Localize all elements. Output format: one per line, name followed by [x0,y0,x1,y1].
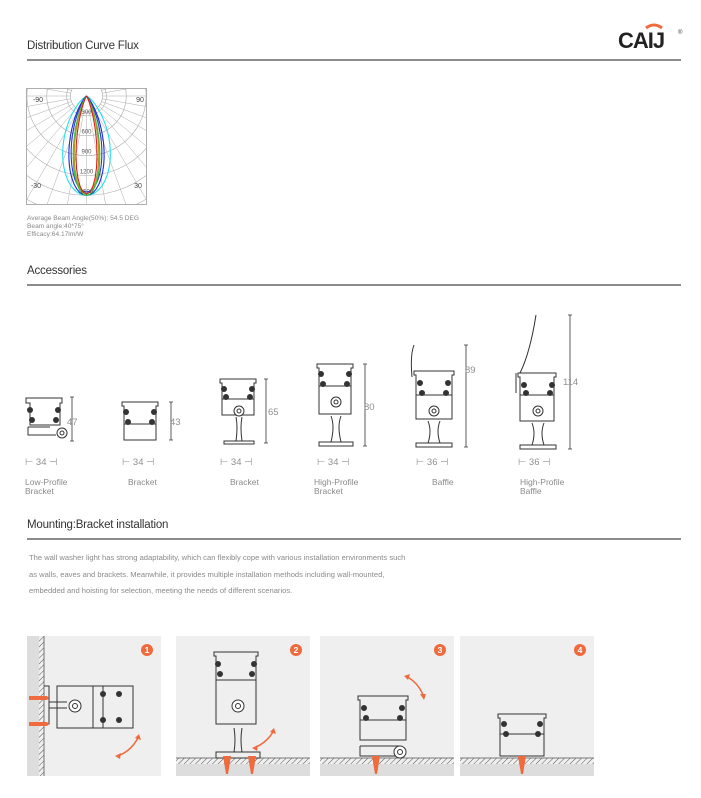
section-title-accessories: Accessories [27,265,87,277]
accessory-width-dim: ⊢ 34 ⊣ [122,457,155,468]
brand-logo [616,20,686,56]
accessory-height-dim: 89 [465,365,476,376]
step-badge-3: 3 [434,644,446,656]
radial-tick-label: 1200 [79,169,94,176]
radial-tick-label: 900 [81,149,92,156]
width-value: 36 [528,457,540,468]
low-profile-mount-illustration [320,636,454,776]
surface-mount-illustration [460,636,594,776]
accessory-width-dim: ⊢ 36 ⊣ [416,457,449,468]
width-value: 34 [35,457,47,468]
section-rule [27,59,681,61]
accessory-width-dim: ⊢ 34 ⊣ [25,457,58,468]
step-badge-1: 1 [141,644,153,656]
accessory-label: High-Profile Bracket [314,477,359,496]
mounting-step-panel-1 [27,636,161,776]
radial-tick-label: 1500 [79,189,94,196]
angle-label: -30 [30,183,42,190]
accessory-label: Bracket [230,477,259,487]
width-value: 34 [132,457,144,468]
svg-text:®: ® [678,30,683,36]
beam-caption-1: Beam angle:40*75° [27,223,84,230]
radial-tick-label: 600 [81,129,92,136]
accessory-width-dim: ⊢ 36 ⊣ [518,457,551,468]
accessory-height-dim: 114 [563,377,579,388]
svg-text:CAIJ: CAIJ [618,28,665,53]
accessory-height-dim: 65 [268,407,279,418]
step-badge-2: 2 [290,644,302,656]
beam-caption-2: Efficacy:64.17lm/W [27,231,84,238]
beam-caption-0: Average Beam Angle(50%): 54.5 DEG [27,215,140,222]
accessory-width-dim: ⊢ 34 ⊣ [220,457,253,468]
accessory-width-dim: ⊢ 34 ⊣ [317,457,350,468]
mounting-step-panel-2 [176,636,310,776]
section-title-distribution: Distribution Curve Flux [27,40,139,52]
wall-mount-illustration [27,636,161,776]
mounting-step-panel-4 [460,636,594,776]
angle-label: 30 [134,183,142,190]
mounting-step-panel-3 [320,636,454,776]
section-title-mounting: Mounting:Bracket installation [27,519,169,531]
accessory-height-dim: 43 [170,417,181,428]
accessory-label: Baffle [432,477,454,487]
angle-label: -90 [32,97,44,104]
width-value: 34 [327,457,339,468]
mounting-description: The wall washer light has strong adaptability, which can flexibly cope with various installation environments such as walls, eaves and brackets. Meanwhile, it provides multiple installation methods including wall-mounted, embedded and hoisting for selection, meeting the needs of different scenarios. [29,553,406,596]
width-value: 36 [426,457,438,468]
accessory-label: Low-Profile Bracket [25,477,68,496]
angle-label: 90 [136,97,144,104]
accessory-baffle-drawing [410,343,475,451]
accessory-height-dim: 47 [67,417,78,428]
accessory-height-dim: 80 [364,402,375,413]
accessory-label: High-Profile Baffle [520,477,565,496]
accessory-label: Bracket [128,477,157,487]
width-value: 34 [230,457,242,468]
section-rule [27,538,681,540]
radial-tick-label: 300 [81,109,92,116]
post-mount-illustration [176,636,310,776]
section-rule [27,284,681,286]
step-badge-4: 4 [574,644,586,656]
polar-distribution-chart [26,88,147,205]
